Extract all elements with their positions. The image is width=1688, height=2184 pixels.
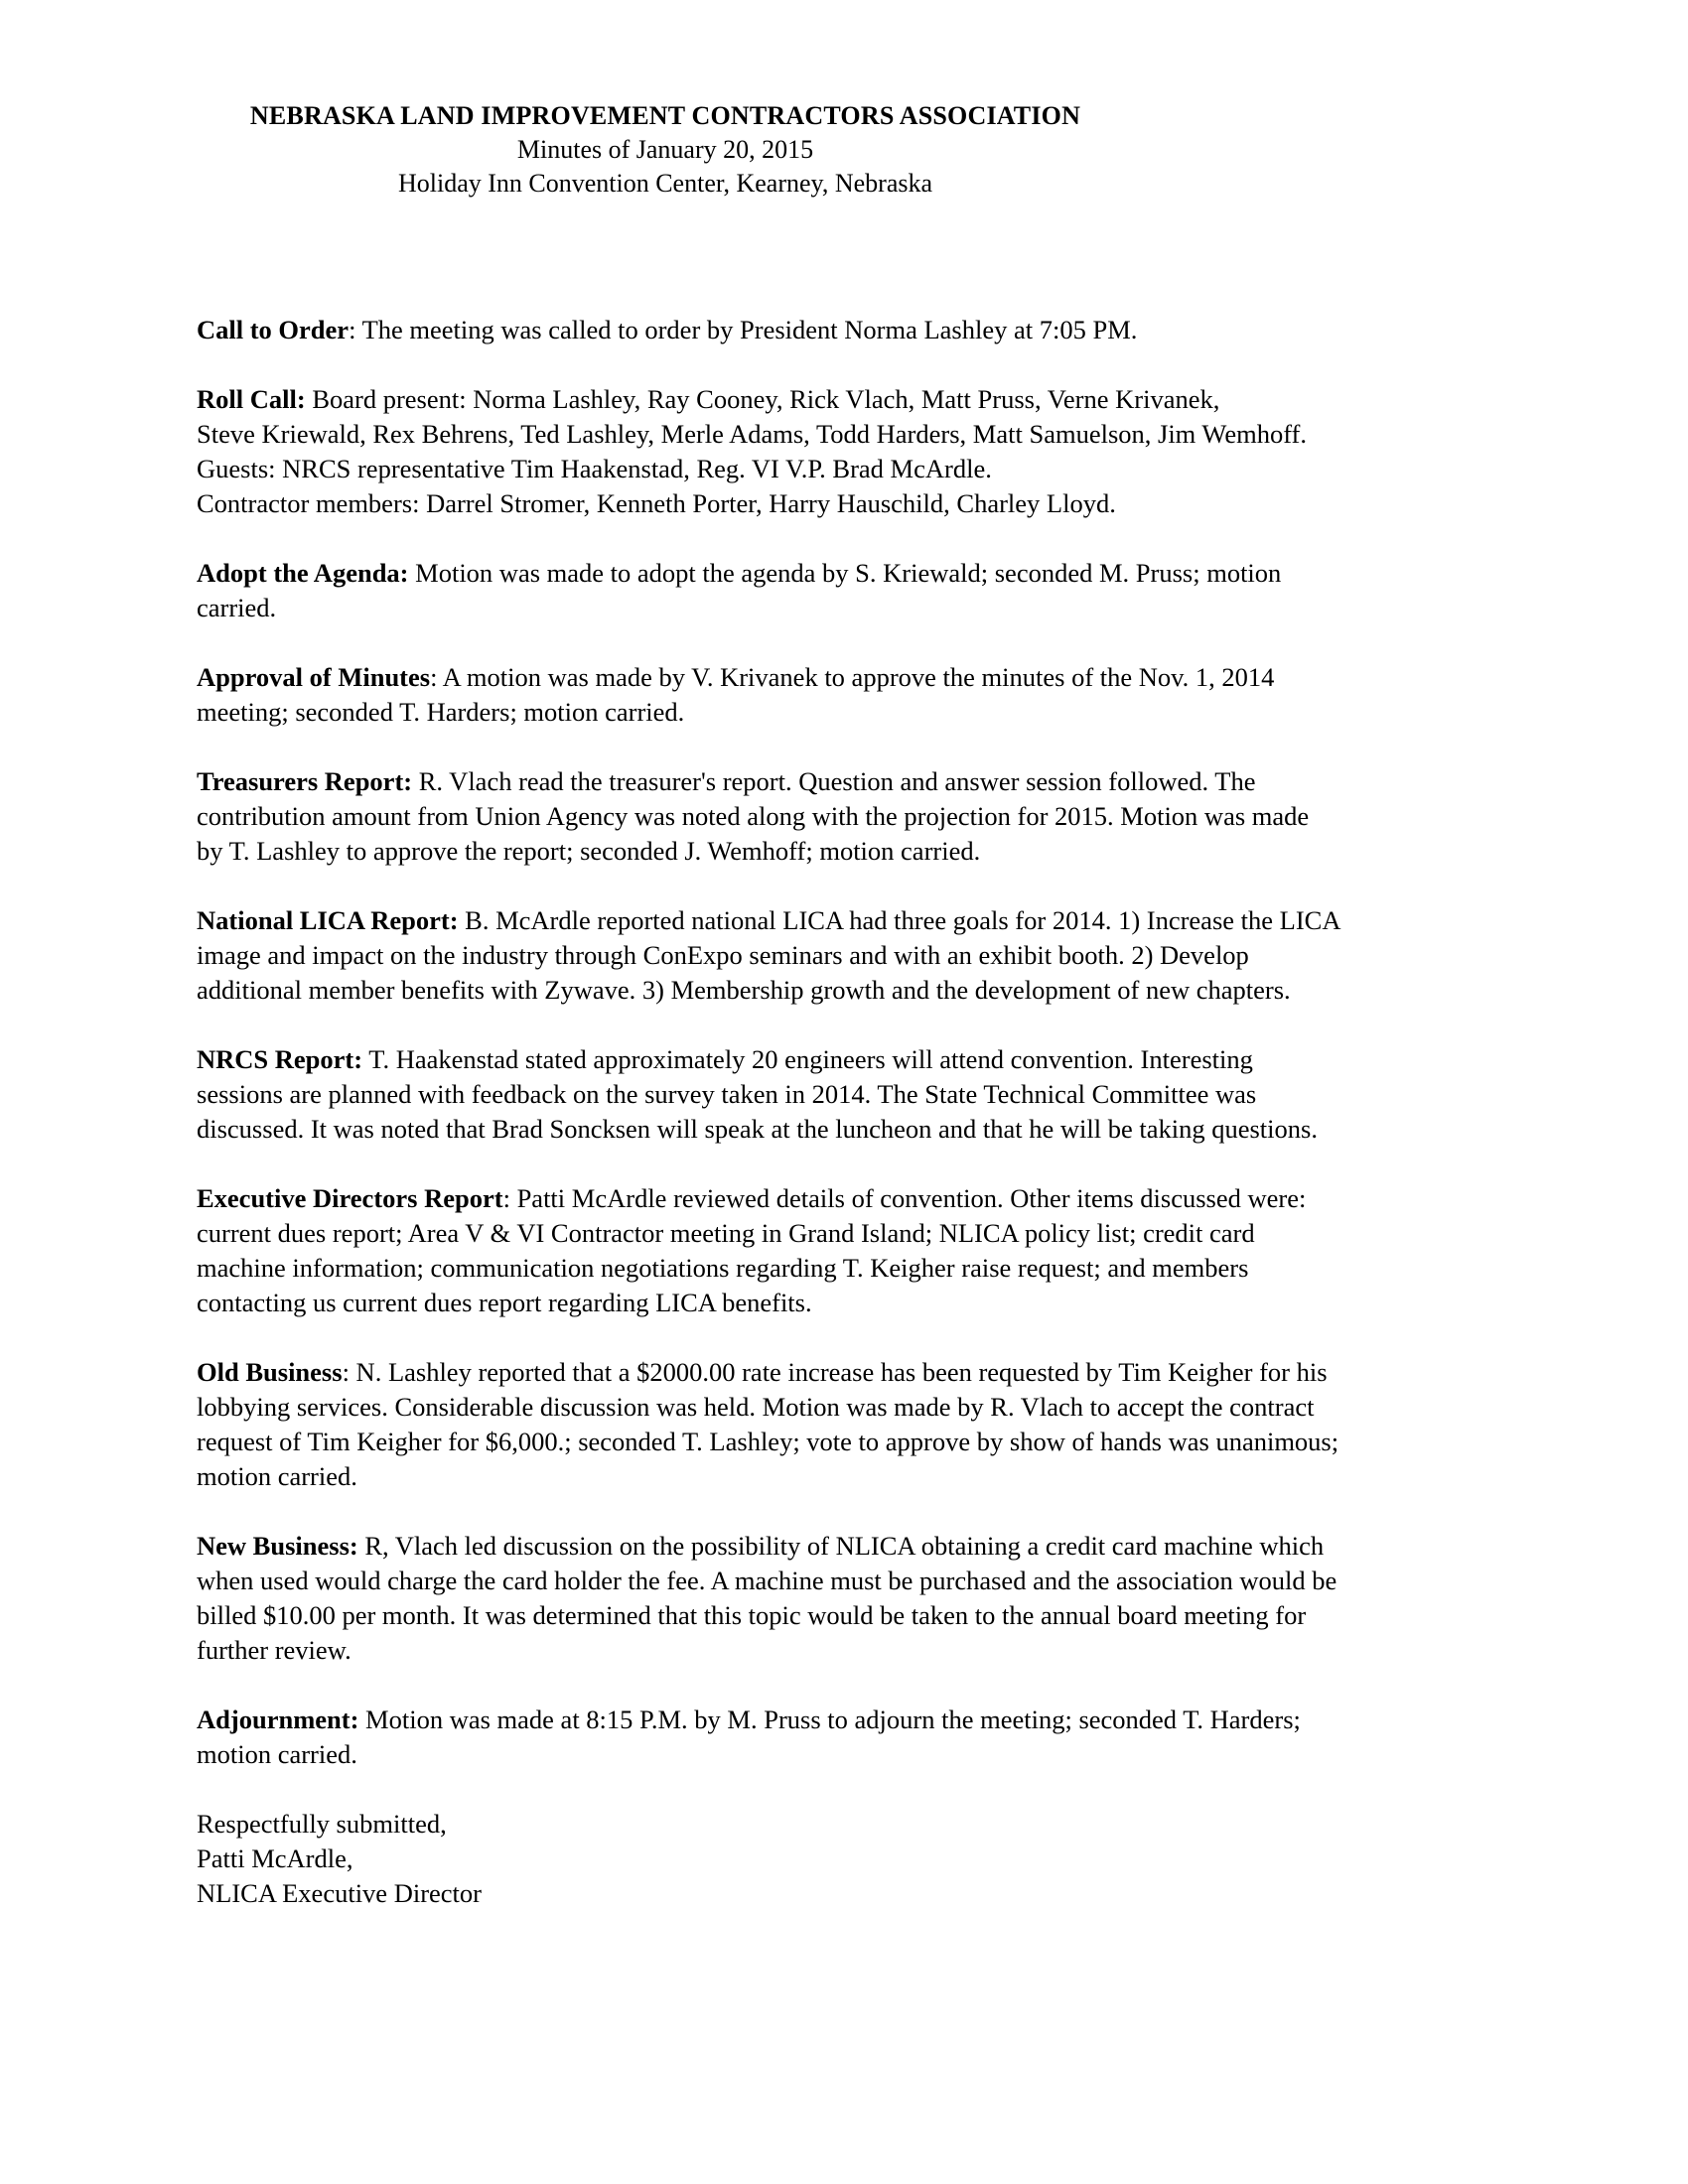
section-text: B. McArdle reported national LICA had three goals for 2014. 1) Increase the LICA	[458, 905, 1341, 935]
section-label: New Business:	[197, 1531, 358, 1561]
section-adopt-agenda	[197, 556, 1527, 625]
section-text: : The meeting was called to order by President Norma Lashley at 7:05 PM.	[349, 315, 1138, 344]
section-text: T. Haakenstad stated approximately 20 engineers will attend convention. Interesting	[362, 1044, 1253, 1074]
section-label: Old Business	[197, 1357, 343, 1387]
signatory-name: Patti McArdle,	[197, 1843, 353, 1873]
section-text: machine information; communication negotiations regarding T. Keigher raise request; and members	[197, 1253, 1249, 1283]
section-text: : Patti McArdle reviewed details of convention. Other items discussed were:	[502, 1183, 1307, 1213]
section-call-to-order	[197, 313, 1527, 347]
section-text: billed $10.00 per month. It was determined that this topic would be taken to the annual board meeting for	[197, 1600, 1307, 1630]
section-text: Board present: Norma Lashley, Ray Cooney, Rick Vlach, Matt Pruss, Verne Krivanek,	[305, 384, 1220, 414]
section-nrcs-report	[197, 1042, 1527, 1147]
section-text: meeting; seconded T. Harders; motion carried.	[197, 697, 685, 727]
section-text: when used would charge the card holder the fee. A machine must be purchased and the association would be	[197, 1566, 1337, 1595]
minutes-date: Minutes of January 20, 2015	[516, 135, 814, 164]
section-roll-call	[197, 382, 1527, 521]
section-text: carried.	[197, 593, 277, 622]
meeting-location: Holiday Inn Convention Center, Kearney, Nebraska	[397, 169, 933, 198]
section-text: motion carried.	[197, 1461, 357, 1491]
section-text: further review.	[197, 1635, 352, 1665]
section-text: discussed. It was noted that Brad Soncksen will speak at the luncheon and that he will be taking questions.	[197, 1114, 1318, 1144]
section-label: Executive Directors Report	[197, 1183, 503, 1213]
section-text: contacting us current dues report regarding LICA benefits.	[197, 1288, 812, 1317]
section-text: : A motion was made by V. Krivanek to approve the minutes of the Nov. 1, 2014	[430, 662, 1275, 692]
section-text: Motion was made at 8:15 P.M. by M. Pruss to adjourn the meeting; seconded T. Harders;	[358, 1705, 1301, 1734]
section-text: Contractor members: Darrel Stromer, Kenneth Porter, Harry Hauschild, Charley Lloyd.	[197, 488, 1116, 518]
section-label: NRCS Report:	[197, 1044, 363, 1074]
section-label: Approval of Minutes	[197, 662, 431, 692]
organization-title: NEBRASKA LAND IMPROVEMENT CONTRACTORS ASSOCIATION	[249, 101, 1081, 130]
section-text: Guests: NRCS representative Tim Haakenstad, Reg. VI V.P. Brad McArdle.	[197, 454, 992, 483]
section-text: image and impact on the industry through ConExpo seminars and with an exhibit booth. 2) Develop	[197, 940, 1249, 970]
section-national-lica-report	[197, 903, 1527, 1008]
section-text: lobbying services. Considerable discussion was held. Motion was made by R. Vlach to accept the contract	[197, 1392, 1315, 1422]
section-label: Adjournment:	[197, 1705, 359, 1734]
section-approval-of-minutes	[197, 660, 1527, 730]
section-label: Call to Order	[197, 315, 350, 344]
section-treasurers-report	[197, 764, 1527, 869]
section-text: Motion was made to adopt the agenda by S. Kriewald; seconded M. Pruss; motion	[408, 558, 1282, 588]
document-header	[0, 99, 1331, 201]
section-text: by T. Lashley to approve the report; seconded J. Wemhoff; motion carried.	[197, 836, 981, 866]
section-text: R. Vlach read the treasurer's report. Question and answer session followed. The	[412, 766, 1256, 796]
section-adjournment	[197, 1703, 1527, 1772]
section-text: contribution amount from Union Agency was noted along with the projection for 2015. Motion was made	[197, 801, 1310, 831]
closing-salutation: Respectfully submitted,	[197, 1809, 447, 1839]
section-label: Adopt the Agenda:	[197, 558, 409, 588]
section-old-business	[197, 1355, 1527, 1494]
section-text: request of Tim Keigher for $6,000.; seconded T. Lashley; vote to approve by show of hands was unanimous;	[197, 1427, 1339, 1456]
section-label: Treasurers Report:	[197, 766, 413, 796]
section-label: Roll Call:	[197, 384, 306, 414]
section-new-business	[197, 1529, 1527, 1668]
section-text: current dues report; Area V & VI Contractor meeting in Grand Island; NLICA policy list; credit card	[197, 1218, 1255, 1248]
section-text: Steve Kriewald, Rex Behrens, Ted Lashley, Merle Adams, Todd Harders, Matt Samuelson, Jim Wemhoff.	[197, 419, 1307, 449]
signatory-title: NLICA Executive Director	[197, 1878, 482, 1908]
section-executive-directors-report	[197, 1181, 1527, 1320]
closing-signature-block	[197, 1807, 1527, 1911]
section-text: R, Vlach led discussion on the possibility of NLICA obtaining a credit card machine which	[357, 1531, 1325, 1561]
section-text: additional member benefits with Zywave. 3) Membership growth and the development of new chapters.	[197, 975, 1291, 1005]
section-label: National LICA Report:	[197, 905, 459, 935]
section-text: motion carried.	[197, 1739, 357, 1769]
minutes-body	[197, 313, 1527, 1946]
section-text: : N. Lashley reported that a $2000.00 rate increase has been requested by Tim Keigher for his	[342, 1357, 1328, 1387]
section-text: sessions are planned with feedback on the survey taken in 2014. The State Technical Committee was	[197, 1079, 1257, 1109]
